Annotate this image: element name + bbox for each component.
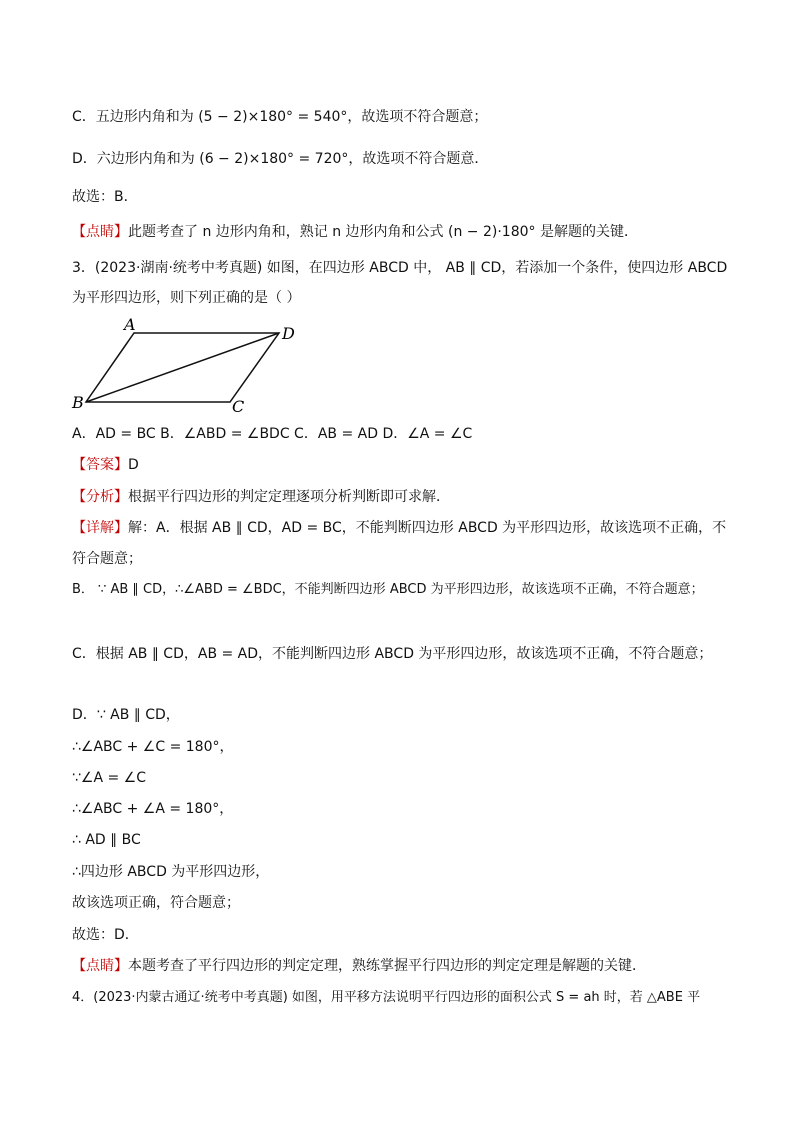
vertex-label-c: C [232, 397, 245, 416]
detail-option-d-6: ∴四边形 ABCD 为平形四边形， [72, 864, 270, 880]
answer-tag: 【答案】 [72, 457, 128, 473]
detail-line-1 [72, 518, 726, 538]
line-d-prev: D．六边形内角和为 (6 − 2)×180° = 720°，故选项不符合题意． [72, 151, 489, 167]
analysis-text: 根据平行四边形的判定定理逐项分析判断即可求解． [128, 489, 450, 505]
detail-option-d-4: ∴∠ABC + ∠A = 180°， [72, 801, 234, 817]
detail-option-d-7: 故该选项正确，符合题意； [72, 895, 240, 911]
detail-option-c: C．根据 AB ∥ CD，AB = AD，不能判断四边形 ABCD 为平形四边形，故该选项不正确，不符合题意； [72, 646, 713, 662]
question-3-line-2: 为平形四边形，则下列正确的是（ ） [72, 290, 301, 306]
dianjing2-text: 本题考查了平行四边形的判定定理，熟练掌握平行四边形的判定定理是解题的关键． [128, 958, 646, 974]
question-4-line: 4．(2023·内蒙古通辽·统考中考真题) 如图，用平移方法说明平行四边形的面积公式 S = ah 时，若 △ABE 平 [72, 990, 701, 1005]
vertex-label-a: A [124, 315, 136, 334]
analysis-tag: 【分析】 [72, 489, 128, 505]
dianjing-tag: 【点睛】 [72, 224, 128, 240]
detail-text: 解：A．根据 AB ∥ CD，AD = BC，不能判断四边形 ABCD 为平形四边形，故该选项不正确，不 [128, 520, 727, 536]
detail-option-d-1: D．∵ AB ∥ CD， [72, 707, 180, 723]
options-line: A．AD = BC B．∠ABD = ∠BDC C．AB = AD D．∠A = ∠C [72, 426, 473, 442]
detail-tag: 【详解】 [72, 520, 128, 536]
diagonal-bd [86, 333, 279, 402]
dianjing-line-2 [72, 956, 646, 976]
detail-line-2: 符合题意； [72, 551, 142, 567]
dianjing2-tag: 【点睛】 [72, 958, 128, 974]
answer-line [72, 455, 139, 475]
vertex-label-b: B [72, 393, 84, 412]
line-dianjing-prev [72, 222, 638, 242]
dianjing-text: 此题考查了 n 边形内角和，熟记 n 边形内角和公式 (n − 2)·180° 是解题的关键． [128, 224, 638, 240]
line-c-prev: C．五边形内角和为 (5 − 2)×180° = 540°，故选项不符合题意； [72, 109, 488, 125]
answer-value: D [128, 457, 139, 473]
detail-option-d-5: ∴ AD ∥ BC [72, 832, 141, 848]
detail-option-d-8: 故选：D． [72, 927, 139, 943]
question-3-line-1: 3．(2023·湖南·统考中考真题) 如图，在四边形 ABCD 中， AB ∥ CD，若添加一个条件，使四边形 ABCD [72, 260, 728, 276]
detail-option-b: B． ∵ AB ∥ CD，∴∠ABD = ∠BDC，不能判断四边形 ABCD 为平形四边形，故该选项不正确，不符合题意； [72, 582, 704, 597]
line-answer-prev: 故选：B． [72, 189, 138, 205]
vertex-label-d: D [282, 324, 295, 343]
parallelogram-figure [66, 312, 306, 422]
analysis-line [72, 487, 450, 507]
detail-option-d-2: ∴∠ABC + ∠C = 180°， [72, 739, 234, 755]
detail-option-d-3: ∵∠A = ∠C [72, 770, 146, 786]
